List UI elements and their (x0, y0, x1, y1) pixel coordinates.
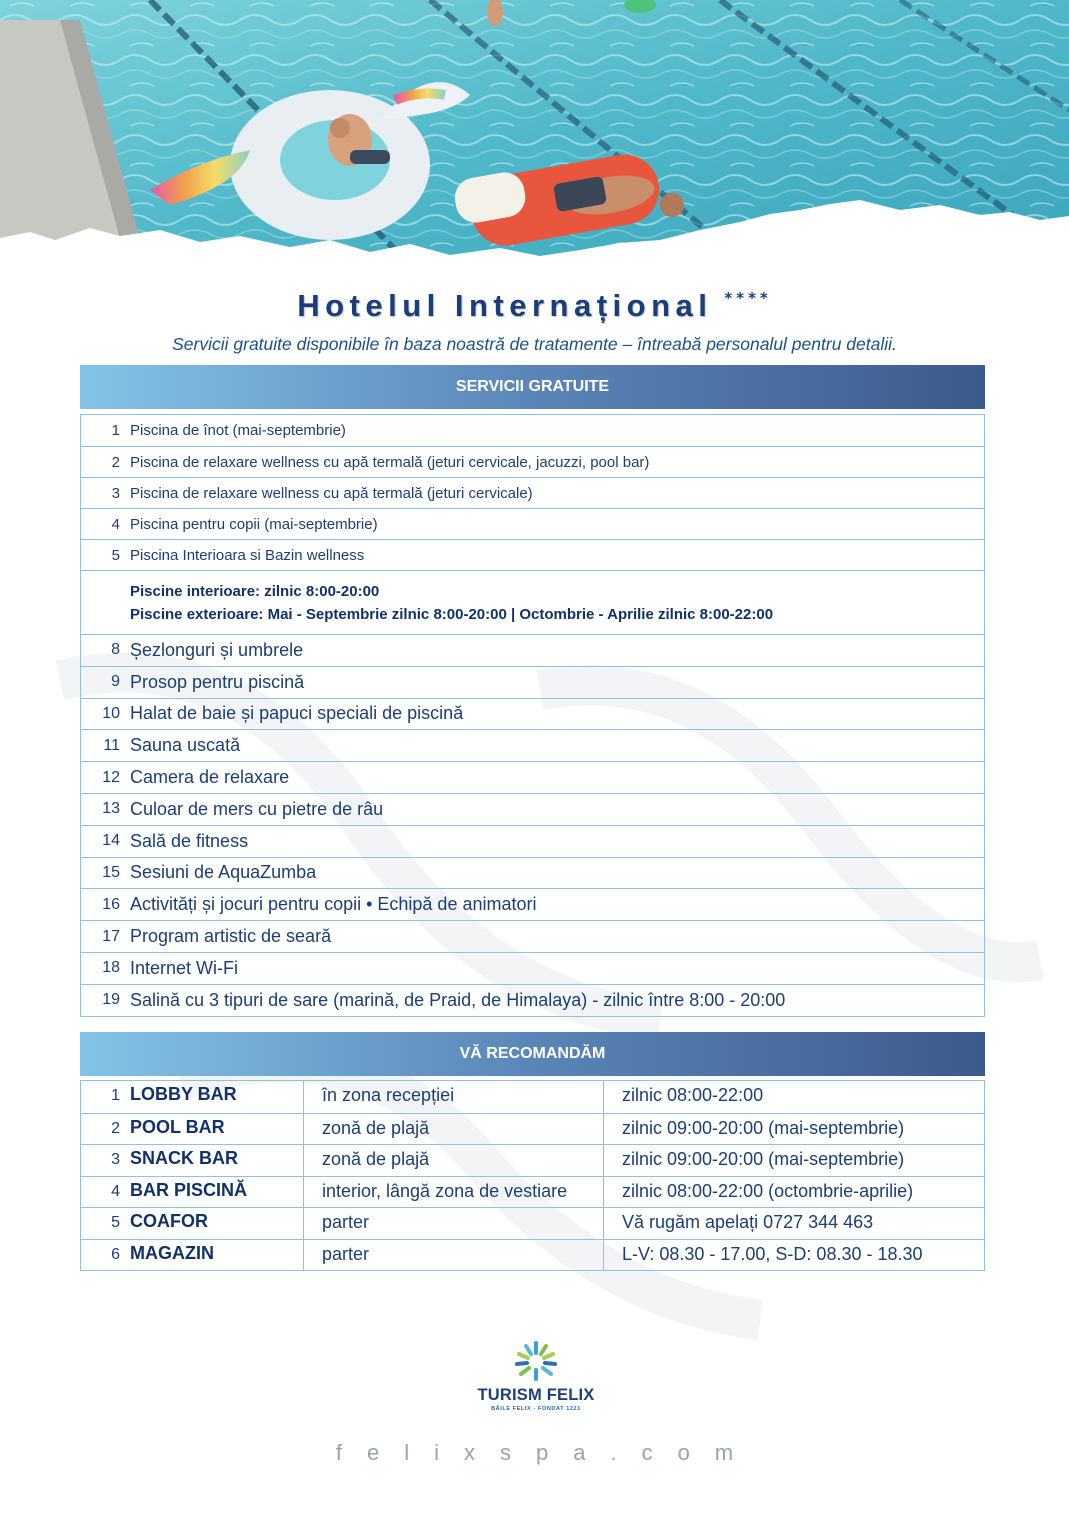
table-row (81, 698, 984, 730)
table-row (81, 761, 984, 793)
row-number: 16 (102, 895, 120, 913)
venue-location: parter (304, 1208, 604, 1239)
venue-schedule: L-V: 08.30 - 17.00, S-D: 08.30 - 18.30 (622, 1243, 923, 1264)
venue-location: în zona recepției (304, 1081, 604, 1113)
pool-photo (0, 0, 1069, 275)
venue-location: zonă de plajă (304, 1114, 604, 1145)
row-number: 8 (111, 641, 120, 659)
table-row (81, 888, 984, 920)
row-label: Activități și jocuri pentru copii • Echipă de animatori (130, 894, 537, 915)
row-label: Piscina de înot (mai-septembrie) (130, 422, 346, 439)
table-row (81, 539, 984, 570)
row-number: 4 (111, 515, 120, 533)
hotel-stars: **** (724, 289, 772, 307)
row-label: Sauna uscată (130, 735, 241, 756)
venue-name: LOBBY BAR (130, 1081, 304, 1113)
row-number: 14 (102, 832, 120, 850)
table-row (81, 508, 984, 539)
row-number: 2 (111, 1119, 120, 1137)
venue-schedule: zilnic 08:00-22:00 (octombrie-aprilie) (622, 1180, 914, 1201)
table-row (81, 477, 984, 508)
row-number: 13 (102, 800, 120, 818)
venue-schedule: zilnic 08:00-22:00 (622, 1085, 764, 1105)
row-number: 6 (111, 1245, 120, 1263)
sunburst-icon (513, 1340, 559, 1382)
row-label: Piscina de relaxare wellness cu apă termală (jeturi cervicale, jacuzzi, pool bar) (130, 453, 650, 471)
row-label: Halat de baie și papuci speciali de piscină (130, 703, 464, 724)
row-label: Șezlonguri și umbrele (130, 639, 304, 660)
venue-schedule: Vă rugăm apelați 0727 344 463 (622, 1212, 874, 1232)
table-row (81, 984, 984, 1016)
table-row (81, 793, 984, 825)
venue-location: interior, lângă zona de vestiare (304, 1177, 604, 1208)
row-number: 18 (102, 959, 120, 977)
row-number: 4 (111, 1182, 120, 1200)
row-label: Internet Wi-Fi (130, 957, 239, 978)
row-number: 10 (102, 704, 120, 722)
free-services-heading: SERVICII GRATUITE (80, 365, 985, 409)
row-label: Sesiuni de AquaZumba (130, 862, 317, 883)
hotel-title: Hotelul Internațional (297, 288, 713, 323)
table-row (81, 1239, 984, 1271)
row-number: 1 (111, 422, 120, 439)
table-row (81, 920, 984, 952)
venue-schedule: zilnic 09:00-20:00 (mai-septembrie) (622, 1117, 905, 1138)
venue-name: POOL BAR (130, 1114, 304, 1145)
venue-location: parter (304, 1240, 604, 1271)
table-row (81, 729, 984, 761)
row-label: Piscina de relaxare wellness cu apă termală (jeturi cervicale) (130, 484, 533, 502)
venue-name: BAR PISCINĂ (130, 1177, 304, 1208)
table-row (81, 1113, 984, 1145)
venue-location: zonă de plajă (304, 1145, 604, 1176)
row-number: 5 (111, 1214, 120, 1231)
table-row (81, 825, 984, 857)
venue-name: MAGAZIN (130, 1240, 304, 1271)
row-label: Piscina pentru copii (mai-septembrie) (130, 515, 378, 533)
venue-schedule: zilnic 09:00-20:00 (mai-septembrie) (622, 1149, 905, 1169)
indoor-hours: Piscine interioare: zilnic 8:00-20:00 (130, 582, 380, 600)
row-number: 3 (111, 1151, 120, 1168)
row-label: Prosop pentru piscină (130, 671, 305, 692)
row-number: 5 (111, 546, 120, 564)
row-number: 3 (111, 484, 120, 502)
row-label: Sală de fitness (130, 830, 249, 851)
table-row (81, 1144, 984, 1176)
table-row (81, 857, 984, 889)
subtitle: Servicii gratuite disponibile în baza noastră de tratamente – întreabă personalul pentru detalii. (172, 334, 897, 354)
table-row (81, 415, 984, 446)
outdoor-hours: Piscine exterioare: Mai - Septembrie zilnic 8:00-20:00 | Octombrie - Aprilie zilnic 8:00-22:00 (130, 605, 774, 623)
venue-name: COAFOR (130, 1208, 304, 1239)
row-label: Salină cu 3 tipuri de sare (marină, de Praid, de Himalaya) - zilnic între 8:00 - 20:00 (130, 989, 786, 1010)
table-row (81, 1207, 984, 1239)
brand-name: TURISM FELIX (477, 1386, 595, 1404)
recommend-table (80, 1080, 985, 1271)
table-row (81, 666, 984, 698)
row-number: 9 (111, 673, 120, 691)
row-number: 19 (102, 991, 120, 1009)
pool-hours-row (81, 570, 984, 634)
row-number: 17 (102, 927, 120, 945)
row-number: 11 (103, 736, 120, 754)
row-label: Piscina Interioara si Bazin wellness (130, 546, 365, 564)
table-row (81, 446, 984, 477)
row-number: 15 (102, 863, 120, 881)
row-label: Culoar de mers cu pietre de râu (130, 798, 384, 819)
turism-felix-logo (466, 1340, 606, 1412)
row-number: 12 (102, 768, 120, 786)
brand-tagline: BĂILE FELIX - FONDAT 1221 (491, 1406, 581, 1412)
website-link[interactable]: felixspa.com (335, 1440, 759, 1465)
row-label: Program artistic de seară (130, 926, 332, 947)
free-services-table (80, 414, 985, 1017)
row-number: 1 (111, 1087, 120, 1104)
title-block (0, 288, 1069, 324)
venue-name: SNACK BAR (130, 1145, 304, 1176)
table-row (81, 952, 984, 984)
row-number: 2 (111, 453, 120, 471)
table-row (81, 634, 984, 666)
table-row (81, 1081, 984, 1113)
table-row (81, 1176, 984, 1208)
row-label: Camera de relaxare (130, 767, 290, 788)
recommend-heading: VĂ RECOMANDĂM (80, 1032, 985, 1076)
